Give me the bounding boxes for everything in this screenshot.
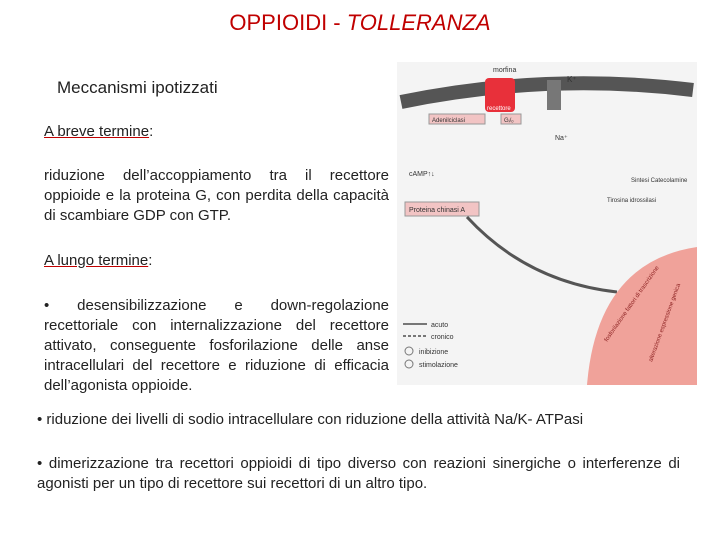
legend-chronic: cronico <box>431 334 454 341</box>
title-italic: TOLLERANZA <box>346 10 491 35</box>
long-term-heading-label: A lungo termine <box>44 252 149 269</box>
alteration-label: alterazione espressione genica <box>648 282 683 363</box>
title-separator: - <box>327 10 347 35</box>
dimerization-bullet: • dimerizzazione tra recettori oppioidi di tipo diverso con reazioni sinergiche o interferenze di agonisti per un tipo di recettore sui recettori di un altro tipo. <box>37 455 680 492</box>
g-protein-label: Gᵢ/ₒ <box>504 118 514 124</box>
k-channel <box>547 80 561 110</box>
legend-acute: acuto <box>431 322 449 329</box>
plus-icon <box>405 360 413 368</box>
long-term-text: • desensibilizzazione e down-regolazione recettoriale con internalizzazione del recettore attivato, conseguente fosforilazione delle anse intracellulari del recettore e riduzione di efficacia dell’agonista oppioide. <box>44 297 389 394</box>
na-ion-label: Na⁺ <box>555 135 568 142</box>
short-term-heading <box>44 123 153 140</box>
legend-inhibition: inibizione <box>419 349 449 356</box>
short-term-text: riduzione dell’accoppiamento tra il recettore oppioide e la proteina G, con perdita della capacità di scambiare GDP con GTP. <box>44 167 389 224</box>
subtitle: Meccanismi ipotizzati <box>57 78 218 97</box>
morphine-label: morfina <box>493 67 517 74</box>
short-term-colon: : <box>149 123 154 140</box>
adenylate-cyclase-label: Adenilciclasi <box>432 118 466 124</box>
k-ion-label: K⁺ <box>567 75 577 84</box>
long-term-heading <box>44 252 152 269</box>
receptor-label: recettore <box>487 106 511 112</box>
short-term-heading-label: A breve termine <box>44 123 150 140</box>
pka-label: Proteina chinasi A <box>409 207 466 214</box>
opioid-mechanism-figure <box>397 62 697 385</box>
legend-stimulation: stimolazione <box>419 362 458 369</box>
camp-label: cAMP↑↓ <box>409 171 435 178</box>
slide-title <box>0 10 720 36</box>
nucleus <box>587 247 697 385</box>
minus-icon <box>405 347 413 355</box>
sodium-bullet: • riduzione dei livelli di sodio intracellulare con riduzione della attività Na/K- ATPasi <box>37 411 584 428</box>
nucleus-label: fosforilazione fattori di trascrizione <box>603 265 661 344</box>
long-term-colon: : <box>148 252 153 269</box>
figure-svg <box>397 62 697 385</box>
catecholamine-label: Sintesi Catecolamine <box>631 178 688 184</box>
signal-arrow <box>467 217 617 292</box>
tyrosine-label: Tirosina idrossilasi <box>607 198 657 204</box>
title-main: OPPIOIDI <box>229 10 328 35</box>
